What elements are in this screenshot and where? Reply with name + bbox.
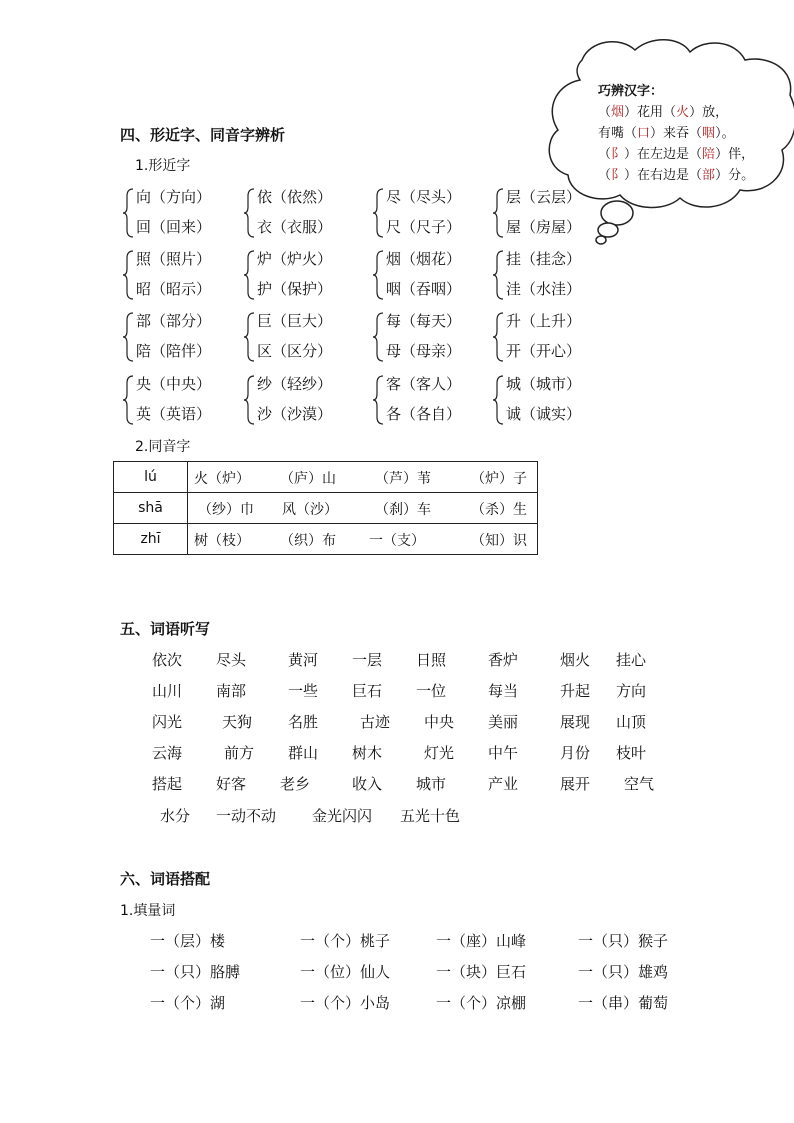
brace-icon	[372, 312, 384, 362]
similar-char-pair	[122, 310, 232, 370]
word-cell: （杀）生	[471, 502, 527, 518]
dictation-word: 金光闪闪	[312, 807, 373, 825]
dictation-word: 枝叶	[616, 744, 647, 762]
dictation-word: 巨石	[352, 682, 383, 700]
measure-word-item: 一（只）胳膊	[150, 963, 241, 981]
dictation-word: 五光十色	[400, 807, 461, 825]
dictation-word: 每当	[488, 682, 519, 700]
brace-icon	[243, 375, 255, 425]
word-cell: 一（支）	[369, 533, 425, 549]
dictation-word: 群山	[288, 744, 319, 762]
pair-word: 沙（沙漠）	[257, 405, 333, 423]
dictation-word: 一动不动	[216, 807, 277, 825]
pair-word: 纱（轻纱）	[257, 375, 333, 393]
pair-word: 英（英语）	[136, 405, 212, 423]
pair-word: 开（开心）	[506, 342, 582, 360]
similar-char-pair	[122, 373, 232, 433]
measure-word-item: 一（串）葡萄	[578, 994, 669, 1012]
brace-icon	[372, 188, 384, 238]
dictation-word: 一些	[288, 682, 319, 700]
brace-icon	[243, 188, 255, 238]
cloud-line-1: （烟）花用（火）放，	[598, 105, 729, 120]
brace-icon	[492, 188, 504, 238]
dictation-word: 月份	[560, 744, 591, 762]
section-4-sub-1: 1.形近字	[135, 158, 191, 174]
dictation-word: 烟火	[560, 651, 591, 669]
dictation-word: 一层	[352, 651, 383, 669]
brace-icon	[372, 375, 384, 425]
dictation-word: 前方	[224, 744, 255, 762]
homophone-table	[113, 461, 538, 555]
word-cells	[188, 524, 538, 555]
pair-word: 屋（房屋）	[506, 218, 582, 236]
dictation-word: 老乡	[280, 775, 311, 793]
pair-word: 烟（烟花）	[386, 250, 462, 268]
brace-icon	[243, 250, 255, 300]
word-cell: 火（炉）	[194, 471, 250, 487]
similar-char-pair	[492, 310, 602, 370]
brace-icon	[122, 188, 134, 238]
pair-word: 各（各自）	[386, 405, 462, 423]
cloud-title: 巧辨汉字：	[598, 84, 664, 99]
measure-word-item: 一（个）桃子	[300, 932, 391, 950]
measure-word-item: 一（层）楼	[150, 932, 226, 950]
dictation-word: 依次	[152, 651, 183, 669]
dictation-word: 中央	[424, 713, 455, 731]
word-cell: （知）识	[471, 533, 527, 549]
word-cell: （芦）苇	[375, 471, 431, 487]
dictation-word: 灯光	[424, 744, 455, 762]
similar-char-pair	[372, 248, 482, 308]
brace-icon	[372, 250, 384, 300]
brace-icon	[122, 375, 134, 425]
measure-word-item: 一（个）凉棚	[436, 994, 527, 1012]
brace-icon	[492, 312, 504, 362]
pair-word: 护（保护）	[257, 280, 333, 298]
similar-char-pair	[122, 186, 232, 246]
measure-word-item: 一（只）猴子	[578, 932, 669, 950]
similar-char-pair	[492, 248, 602, 308]
dictation-word: 展现	[560, 713, 591, 731]
dictation-word: 中午	[488, 744, 519, 762]
word-cell: （刹）车	[375, 502, 431, 518]
pair-word: 区（区分）	[257, 342, 333, 360]
similar-char-pair	[492, 373, 602, 433]
dictation-word: 山川	[152, 682, 183, 700]
dictation-word: 城市	[416, 775, 447, 793]
similar-char-pair	[243, 310, 353, 370]
similar-char-pair	[492, 186, 602, 246]
section-6-sub-1: 1.填量词	[120, 903, 176, 919]
pair-word: 层（云层）	[506, 188, 582, 206]
section-4-sub-2: 2.同音字	[135, 439, 191, 455]
measure-word-item: 一（位）仙人	[300, 963, 391, 981]
pair-word: 炉（炉火）	[257, 250, 333, 268]
measure-word-item: 一（座）山峰	[436, 932, 527, 950]
pinyin-cell: shā	[114, 493, 188, 524]
pair-word: 挂（挂念）	[506, 250, 582, 268]
word-cell: （织）布	[280, 533, 336, 549]
dictation-word: 美丽	[488, 713, 519, 731]
measure-word-item: 一（个）小岛	[300, 994, 391, 1012]
word-cell: （庐）山	[280, 471, 336, 487]
pinyin-cell: zhī	[114, 524, 188, 555]
word-cell: （纱）巾	[198, 502, 254, 518]
cloud-line-2: 有嘴（口）来吞（咽）。	[598, 126, 735, 141]
section-4-title: 四、形近字、同音字辨析	[120, 126, 286, 144]
pair-word: 母（母亲）	[386, 342, 462, 360]
dictation-word: 树木	[352, 744, 383, 762]
pair-word: 昭（昭示）	[136, 280, 212, 298]
pair-word: 央（中央）	[136, 375, 212, 393]
pair-word: 衣（衣服）	[257, 218, 333, 236]
pair-word: 尺（尺子）	[386, 218, 462, 236]
table-row	[114, 524, 538, 555]
dictation-word: 日照	[416, 651, 447, 669]
pair-word: 城（城市）	[506, 375, 582, 393]
pair-word: 陪（陪伴）	[136, 342, 212, 360]
dictation-word: 搭起	[152, 775, 183, 793]
dictation-word: 闪光	[152, 713, 183, 731]
similar-char-pair	[372, 186, 482, 246]
similar-char-pair	[243, 248, 353, 308]
dictation-word: 黄河	[288, 651, 319, 669]
brace-icon	[122, 250, 134, 300]
dictation-word: 名胜	[288, 713, 319, 731]
similar-char-pair	[243, 186, 353, 246]
dictation-word: 南部	[216, 682, 247, 700]
dictation-word: 收入	[352, 775, 383, 793]
table-row	[114, 462, 538, 493]
cloud-line-4: （阝）在右边是（部）分。	[598, 168, 755, 183]
word-cells	[188, 493, 538, 524]
dictation-word: 挂心	[616, 651, 647, 669]
word-cell: 树（枝）	[194, 533, 250, 549]
pair-word: 咽（吞咽）	[386, 280, 462, 298]
dictation-word: 好客	[216, 775, 247, 793]
similar-char-pair	[122, 248, 232, 308]
brace-icon	[243, 312, 255, 362]
pair-word: 升（上升）	[506, 312, 582, 330]
dictation-word: 古迹	[360, 713, 391, 731]
word-cell: （炉）子	[471, 471, 527, 487]
pair-word: 照（照片）	[136, 250, 212, 268]
brace-icon	[492, 375, 504, 425]
pair-word: 巨（巨大）	[257, 312, 333, 330]
pair-word: 依（依然）	[257, 188, 333, 206]
pair-word: 洼（水洼）	[506, 280, 582, 298]
pair-word: 诚（诚实）	[506, 405, 582, 423]
dictation-word: 升起	[560, 682, 591, 700]
measure-word-item: 一（个）湖	[150, 994, 226, 1012]
dictation-word: 产业	[488, 775, 519, 793]
dictation-word: 香炉	[488, 651, 519, 669]
pair-word: 部（部分）	[136, 312, 212, 330]
dictation-word: 山顶	[616, 713, 647, 731]
brace-icon	[122, 312, 134, 362]
section-6-title: 六、词语搭配	[120, 870, 211, 888]
dictation-word: 水分	[160, 807, 191, 825]
word-cell: 风（沙）	[282, 502, 338, 518]
brace-icon	[492, 250, 504, 300]
table-row	[114, 493, 538, 524]
similar-char-pair	[372, 373, 482, 433]
pinyin-cell: lú	[114, 462, 188, 493]
word-cells	[188, 462, 538, 493]
pair-word: 向（方向）	[136, 188, 212, 206]
dictation-word: 尽头	[216, 651, 247, 669]
measure-word-item: 一（只）雄鸡	[578, 963, 669, 981]
pair-word: 客（客人）	[386, 375, 462, 393]
pair-word: 回（回来）	[136, 218, 212, 236]
dictation-word: 空气	[624, 775, 655, 793]
similar-char-pair	[372, 310, 482, 370]
dictation-word: 一位	[416, 682, 447, 700]
dictation-word: 方向	[616, 682, 647, 700]
similar-char-pair	[243, 373, 353, 433]
measure-word-item: 一（块）巨石	[436, 963, 527, 981]
section-5-title: 五、词语听写	[120, 620, 211, 638]
pair-word: 每（每天）	[386, 312, 462, 330]
dictation-word: 展开	[560, 775, 591, 793]
dictation-word: 天狗	[222, 713, 253, 731]
dictation-word: 云海	[152, 744, 183, 762]
cloud-line-3: （阝）在左边是（陪）伴，	[598, 147, 755, 162]
pair-word: 尽（尽头）	[386, 188, 462, 206]
